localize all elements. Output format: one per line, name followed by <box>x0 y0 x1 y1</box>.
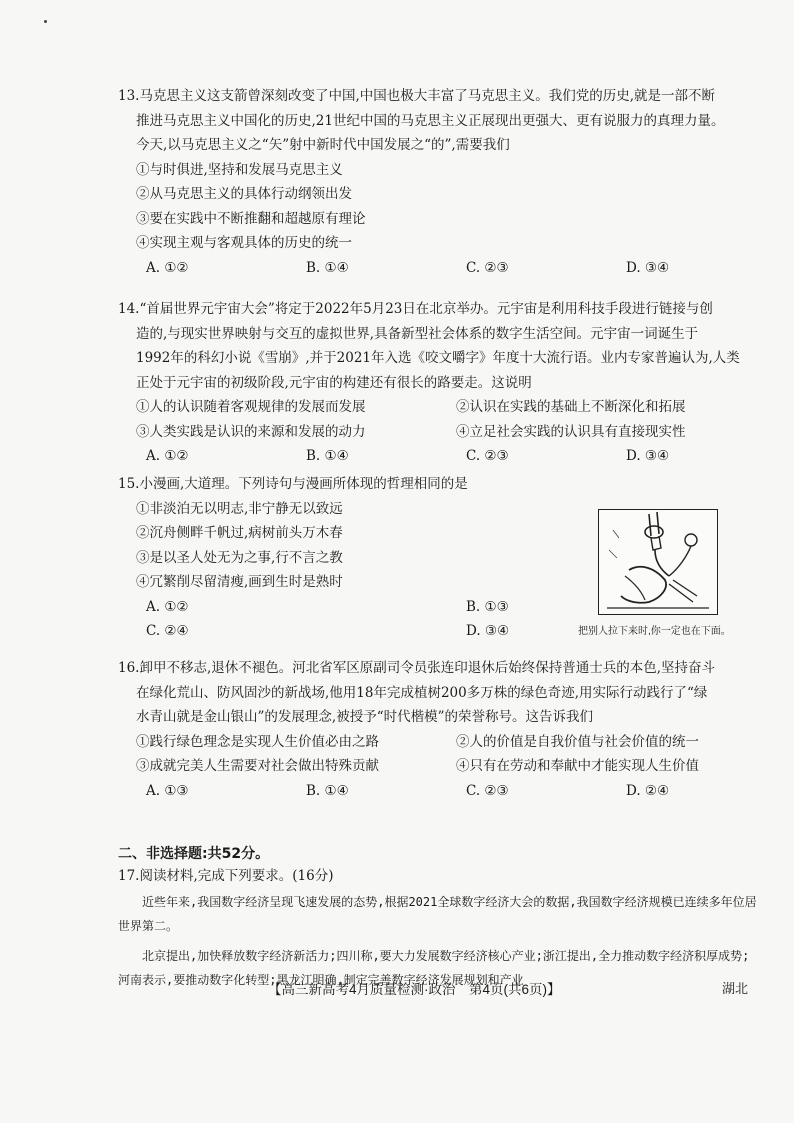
q14-choices <box>118 444 758 468</box>
q16-statement-4: ④只有在劳动和奉献中才能实现人生价值 <box>456 758 699 774</box>
q16-statements-row-2 <box>118 754 758 779</box>
q13-choice-d[interactable]: D. ③④ <box>626 259 670 276</box>
cartoon-drawing <box>599 510 717 614</box>
region-label: 湖北 <box>722 981 749 996</box>
section-heading: 二、非选择题:共52分。 <box>118 846 270 862</box>
question-16 <box>118 656 758 803</box>
q14-statements-row-1 <box>118 395 758 420</box>
q13-statement-3: ③要在实践中不断推翻和超越原有理论 <box>136 210 366 227</box>
question-13 <box>118 84 758 280</box>
q15-choice-c[interactable]: C. ②④ <box>146 623 189 639</box>
q14-line-4: 正处于元宇宙的初级阶段,元宇宙的构建还有很长的路要走。这说明 <box>136 374 532 391</box>
q16-statement-3: ③成就完美人生需要对社会做出特殊贡献 <box>136 758 379 774</box>
q15-statement-4: ④冗繁削尽留清瘦,画到生时是熟时 <box>136 574 343 590</box>
q14-statement-3: ③人类实践是认识的来源和发展的动力 <box>136 423 366 440</box>
scan-speck <box>44 20 47 23</box>
q16-choice-d[interactable]: D. ②④ <box>626 782 670 799</box>
q15-choice-a[interactable]: A. ①② <box>146 598 189 615</box>
q14-line-1: 14.“首届世界元宇宙大会”将定于2022年5月23日在北京举办。元宇宙是利用科技手段进行链接与创 <box>118 301 713 317</box>
q15-statement-2: ②沉舟侧畔千帆过,病树前头万木春 <box>136 525 343 541</box>
q13-line-2: 推进马克思主义中国化的历史,21世纪中国的马克思主义正展现出更强大、更有说服力的真理力量。 <box>136 112 725 129</box>
q17-paragraph-2: 北京提出,加快释放数字经济新活力;四川称,要大力发展数字经济核心产业;浙江提出,全力推动数字经济积厚成势;河南表示,要推动数字化转型;黑龙江明确,制定完善数字经济发展规划和产业 <box>118 949 750 987</box>
q16-statement-1: ①践行绿色理念是实现人生价值必由之路 <box>136 733 379 750</box>
question-15 <box>118 472 558 644</box>
q13-choice-b[interactable]: B. ①④ <box>306 259 349 276</box>
q16-statements-row-1 <box>118 730 758 755</box>
q14-line-3: 1992年的科幻小说《雪崩》,并于2021年入选《咬文嚼字》年度十大流行语。业内专家普遍认为,人类 <box>136 350 740 366</box>
q14-line-2: 造的,与现实世界映射与交互的虚拟世界,具备新型社会体系的数字生活空间。元宇宙一词诞生于 <box>136 325 699 342</box>
q16-statement-2: ②人的价值是自我价值与社会价值的统一 <box>456 733 699 750</box>
cartoon-caption: 把别人拉下来时,你一定也在下面。 <box>578 626 731 637</box>
q16-choice-a[interactable]: A. ①③ <box>146 782 189 799</box>
q17-paragraph-1: 近些年来,我国数字经济呈现飞速发展的态势,根据2021全球数字经济大会的数据,我国数字经济规模已连续多年位居世界第二。 <box>118 895 757 933</box>
q16-choice-c[interactable]: C. ②③ <box>466 782 509 799</box>
q13-line-3: 今天,以马克思主义之“矢”射中新时代中国发展之“的”,需要我们 <box>136 137 510 153</box>
q14-statements-row-2 <box>118 420 758 445</box>
q14-choice-a[interactable]: A. ①② <box>146 448 189 464</box>
q13-choice-c[interactable]: C. ②③ <box>466 259 509 276</box>
q17-prompt: 17.阅读材料,完成下列要求。(16分) <box>118 868 334 884</box>
q16-choice-b[interactable]: B. ①④ <box>306 782 349 799</box>
q15-choices-row-2 <box>118 619 558 644</box>
q13-choice-a[interactable]: A. ①② <box>146 259 189 276</box>
q14-choice-c[interactable]: C. ②③ <box>466 448 509 464</box>
q14-choice-b[interactable]: B. ①④ <box>306 448 349 464</box>
q15-choices-row-1 <box>118 595 558 620</box>
q16-line-3: 水青山就是金山银山”的发展理念,被授予“时代楷模”的荣誉称号。这告诉我们 <box>136 709 593 725</box>
q16-line-1: 16.卸甲不移志,退休不褪色。河北省军区原副司令员张连印退休后始终保持普通士兵的本色,坚持奋斗 <box>118 660 716 676</box>
q13-statement-1: ①与时俱进,坚持和发展马克思主义 <box>136 161 343 178</box>
q14-statement-1: ①人的认识随着客观规律的发展而发展 <box>136 399 366 415</box>
q16-line-2: 在绿化荒山、防风固沙的新战场,他用18年完成植树200多万株的绿色奇迹,用实际行动践行了“绿 <box>136 684 708 701</box>
q15-statement-1: ①非淡泊无以明志,非宁静无以致远 <box>136 500 343 517</box>
q13-statement-4: ④实现主观与客观具体的历史的统一 <box>136 235 352 251</box>
q15-choice-d[interactable]: D. ③④ <box>466 623 510 639</box>
q13-choices <box>118 256 758 280</box>
cartoon-illustration <box>598 509 718 615</box>
page-footer: 【高三新高考4月质量检测·政治 第4页(共6页)】 <box>268 982 561 997</box>
q16-choices <box>118 779 758 803</box>
q13-statement-2: ②从马克思主义的具体行动纲领出发 <box>136 186 352 202</box>
q14-statement-4: ④立足社会实践的认识具有直接现实性 <box>456 423 686 440</box>
q15-line-1: 15.小漫画,大道理。下列诗句与漫画所体现的哲理相同的是 <box>118 476 468 492</box>
q15-choice-b[interactable]: B. ①③ <box>466 598 509 615</box>
question-14 <box>118 297 758 468</box>
q13-line-1: 13.马克思主义这支箭曾深刻改变了中国,中国也极大丰富了马克思主义。我们党的历史,就是一部不断 <box>118 88 716 104</box>
q14-statement-2: ②认识在实践的基础上不断深化和拓展 <box>456 399 686 415</box>
q15-statement-3: ③是以圣人处无为之事,行不言之教 <box>136 549 343 566</box>
q14-choice-d[interactable]: D. ③④ <box>626 448 670 464</box>
